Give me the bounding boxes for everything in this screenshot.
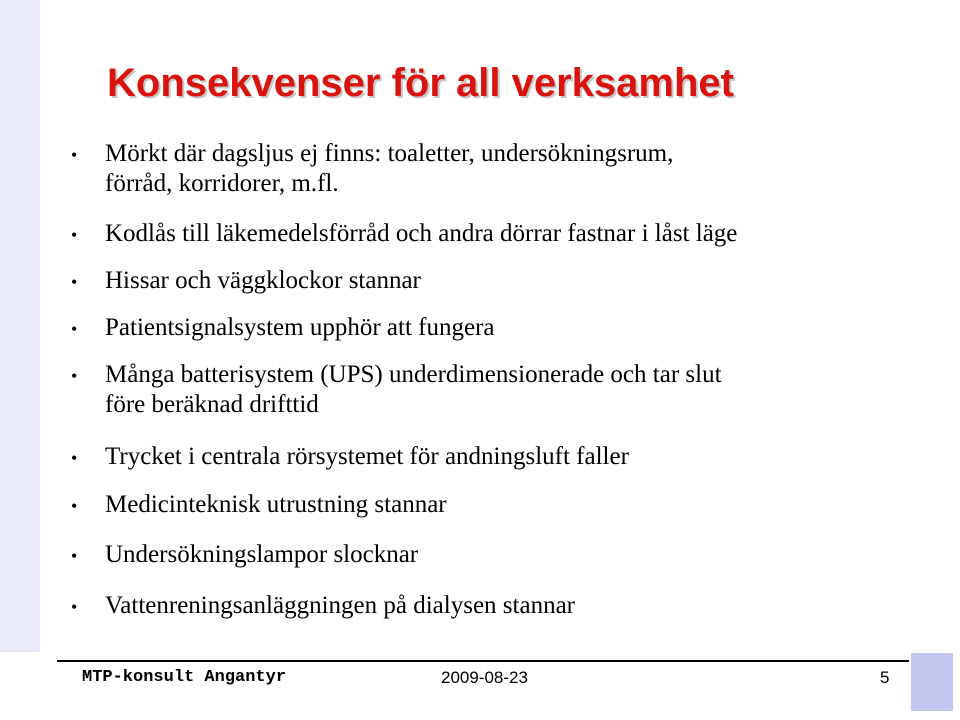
- bullet-text: Hissar och väggklockor stannar: [105, 267, 421, 294]
- bullet-item: [62, 490, 912, 520]
- bullet-dot-icon: •: [71, 225, 78, 245]
- bullet-dot-icon: •: [71, 597, 78, 617]
- bullet-dot-icon: •: [71, 366, 78, 386]
- bullet-item: [62, 591, 912, 621]
- bullet-item: [62, 313, 912, 343]
- bullet-text: Mörkt där dagsljus ej finns: toaletter, undersökningsrum, förråd, korridorer, m.fl.: [105, 140, 674, 197]
- bullet-text: Vattenreningsanläggningen på dialysen stannar: [105, 592, 575, 619]
- footer-date: 2009-08-23: [441, 668, 528, 687]
- bullet-text: Medicinteknisk utrustning stannar: [105, 491, 447, 518]
- bullet-text: Många batterisystem (UPS) underdimensionerade och tar slut före beräknad drifttid: [105, 361, 722, 418]
- bullet-dot-icon: •: [71, 145, 78, 165]
- bullet-item: [62, 360, 912, 420]
- bullet-item: [62, 540, 912, 570]
- bullet-item: [62, 266, 912, 296]
- footer-page-number: 5: [880, 668, 890, 687]
- bullet-text: Undersökningslampor slocknar: [105, 541, 419, 568]
- bullet-text: Trycket i centrala rörsystemet för andningsluft faller: [105, 443, 629, 470]
- footer-divider: [57, 660, 909, 662]
- footer-company: MTP-konsult Angantyr: [82, 668, 287, 687]
- bullet-dot-icon: •: [71, 272, 78, 292]
- bullet-dot-icon: •: [71, 448, 78, 468]
- bullet-item: [62, 442, 912, 472]
- corner-decorative-block: [911, 653, 953, 711]
- left-decorative-bar: [0, 0, 40, 652]
- bullet-dot-icon: •: [71, 546, 78, 566]
- bullet-dot-icon: •: [71, 319, 78, 339]
- slide-title: Konsekvenser för all verksamhet: [107, 61, 734, 105]
- bullet-item: [62, 139, 912, 199]
- bullet-text: Patientsignalsystem upphör att fungera: [105, 314, 495, 341]
- bullet-item: [62, 219, 912, 249]
- bullet-dot-icon: •: [71, 496, 78, 516]
- bullet-text: Kodlås till läkemedelsförråd och andra dörrar fastnar i låst läge: [105, 220, 738, 247]
